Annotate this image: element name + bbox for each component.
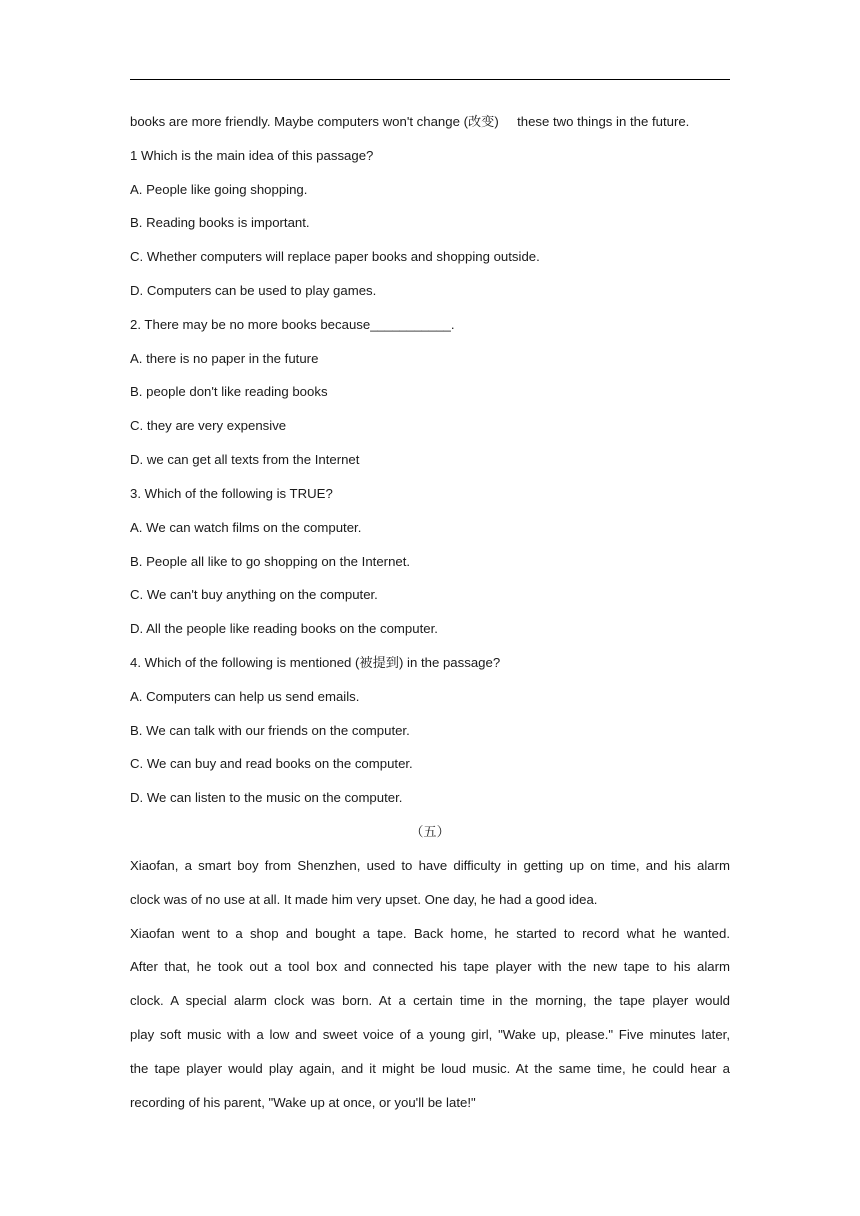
passage-end-line: books are more friendly. Maybe computers won't change (改变) these two things in the future. [130,114,690,129]
question-1-option-b: B. Reading books is important. [130,215,310,230]
question-2-option-b: B. people don't like reading books [130,384,328,399]
question-1-option-d: D. Computers can be used to play games. [130,283,377,298]
question-4-option-d: D. We can listen to the music on the computer. [130,790,403,805]
question-3: 3. Which of the following is TRUE? [130,486,333,501]
question-4: 4. Which of the following is mentioned (被提到) in the passage? [130,655,501,670]
question-2-option-c: C. they are very expensive [130,418,287,433]
question-4-option-a: A. Computers can help us send emails. [130,689,360,704]
question-3-option-a: A. We can watch films on the computer. [130,520,362,535]
question-2: 2. There may be no more books because___________. [130,317,455,332]
passage-line-6: play soft music with a low and sweet voice of a young girl, "Wake up, please." Five minutes later, [130,1027,730,1042]
passage-line-2: clock was of no use at all. It made him very upset. One day, he had a good idea. [130,892,598,907]
question-2-option-a: A. there is no paper in the future [130,351,319,366]
question-4-option-c: C. We can buy and read books on the computer. [130,756,413,771]
question-1: 1 Which is the main idea of this passage? [130,148,374,163]
question-3-option-b: B. People all like to go shopping on the Internet. [130,554,411,569]
header-rule [130,79,730,80]
passage-line-1: Xiaofan, a smart boy from Shenzhen, used to have difficulty in getting up on time, and his alarm [130,858,730,873]
question-3-option-c: C. We can't buy anything on the computer. [130,587,378,602]
section-title: （五） [410,824,450,839]
passage-line-7: the tape player would play again, and it might be loud music. At the same time, he could hear a [130,1061,730,1076]
question-3-option-d: D. All the people like reading books on the computer. [130,621,438,636]
passage-line-8: recording of his parent, "Wake up at once, or you'll be late!" [130,1095,476,1110]
passage-line-4: After that, he took out a tool box and connected his tape player with the new tape to his alarm [130,959,730,974]
passage-line-5: clock. A special alarm clock was born. At a certain time in the morning, the tape player would [130,993,730,1008]
question-1-option-a: A. People like going shopping. [130,182,308,197]
question-2-option-d: D. we can get all texts from the Internet [130,452,360,467]
passage-line-3: Xiaofan went to a shop and bought a tape. Back home, he started to record what he wanted. [130,926,730,941]
question-4-option-b: B. We can talk with our friends on the computer. [130,723,410,738]
question-1-option-c: C. Whether computers will replace paper books and shopping outside. [130,249,540,264]
